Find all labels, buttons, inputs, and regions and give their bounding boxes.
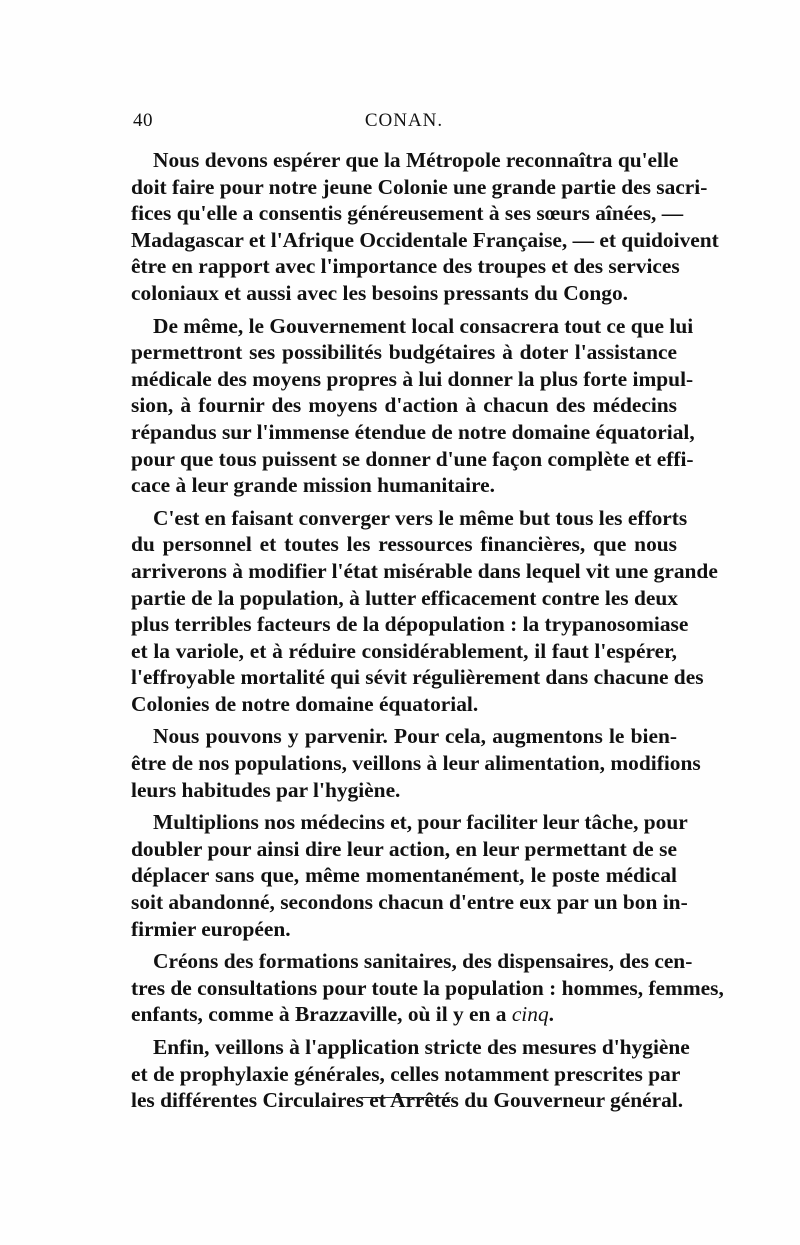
emphasis-number: cinq [511, 1002, 549, 1027]
text-line: plus terribles facteurs de la dépopulation : la trypanosomiase [131, 612, 689, 637]
text-line: pour que tous puissent se donner d'une façon complète et effi- [131, 446, 694, 471]
paragraph-5 [131, 809, 688, 942]
text-line: répandus sur l'immense étendue de notre domaine équatorial, [131, 419, 695, 444]
text-line: Colonies de notre domaine équatorial. [131, 691, 479, 716]
text-line: Multiplions nos médecins et, pour faciliter leur tâche, pour [153, 810, 688, 835]
text-line: partie de la population, à lutter efficacement contre les deux [131, 585, 678, 610]
paragraph-2 [131, 313, 695, 499]
text-line: De même, le Gouvernement local consacrera tout ce que lui [153, 313, 694, 338]
text-line: cace à leur grande mission humanitaire. [131, 473, 496, 498]
text-line: l'effroyable mortalité qui sévit régulièrement dans chacune des [131, 665, 704, 690]
text-line-with-emphasis [131, 1001, 677, 1028]
text-line: et la variole, et à réduire considérablement, il faut l'espérer, [131, 638, 677, 663]
body-text [131, 147, 724, 1114]
text-line: sion, à fournir des moyens d'action à chacun des médecins [131, 393, 677, 418]
text-line: déplacer sans que, même momentanément, le poste médical [131, 863, 677, 888]
running-title: CONAN. [364, 110, 444, 131]
text-line: médicale des moyens propres à lui donner la plus forte impul- [131, 366, 694, 391]
text-line: coloniaux et aussi avec les besoins pressants du Congo. [131, 280, 629, 305]
text-line: être de nos populations, veillons à leur alimentation, modifions [131, 751, 701, 776]
text-line: du personnel et toutes les ressources financières, que nous [131, 532, 677, 557]
paragraph-1 [131, 147, 719, 307]
text-line: être en rapport avec l'importance des troupes et des services [131, 254, 680, 279]
text-line: Enfin, veillons à l'application stricte des mesures d'hygiène [153, 1035, 690, 1059]
text-line: fices qu'elle a consentis généreusement à ses sœurs aînées, — [131, 201, 684, 226]
text-line: les différentes Circulaires et Arrêtés du Gouverneur général. [131, 1088, 684, 1113]
text-line: leurs habitudes par l'hygiène. [131, 777, 401, 802]
running-head [131, 110, 677, 138]
text-line-start: enfants, comme à Brazzaville, où il y en a [131, 1002, 512, 1027]
paragraph-4 [131, 723, 701, 803]
text-line: Créons des formations sanitaires, des dispensaires, des cen- [153, 949, 693, 974]
text-line: et de prophylaxie générales, celles notamment prescrites par [131, 1061, 681, 1086]
text-line: arriverons à modifier l'état misérable dans lequel vit une grande [131, 558, 718, 583]
section-end-rule [359, 1097, 451, 1098]
page-number: 40 [133, 110, 153, 131]
text-line: soit abandonné, secondons chacun d'entre eux par un bon in- [131, 890, 688, 915]
text-line: Nous devons espérer que la Métropole reconnaîtra qu'elle [153, 148, 679, 172]
text-line: firmier européen. [131, 916, 291, 941]
text-line: doit faire pour notre jeune Colonie une grande partie des sacri- [131, 174, 708, 199]
paragraph-6 [131, 948, 724, 1028]
text-line-end: . [548, 1002, 554, 1027]
text-line: doubler pour ainsi dire leur action, en leur permettant de se [131, 836, 677, 861]
paragraph-7 [131, 1034, 690, 1114]
text-line: Madagascar et l'Afrique Occidentale Française, — et quidoivent [131, 227, 719, 252]
text-line: C'est en faisant converger vers le même but tous les efforts [153, 505, 688, 530]
text-line: permettront ses possibilités budgétaires à doter l'assistance [131, 340, 677, 365]
text-line: Nous pouvons y parvenir. Pour cela, augmentons le bien- [153, 724, 677, 749]
text-line: tres de consultations pour toute la population : hommes, femmes, [131, 975, 724, 1000]
paragraph-3 [131, 505, 718, 718]
